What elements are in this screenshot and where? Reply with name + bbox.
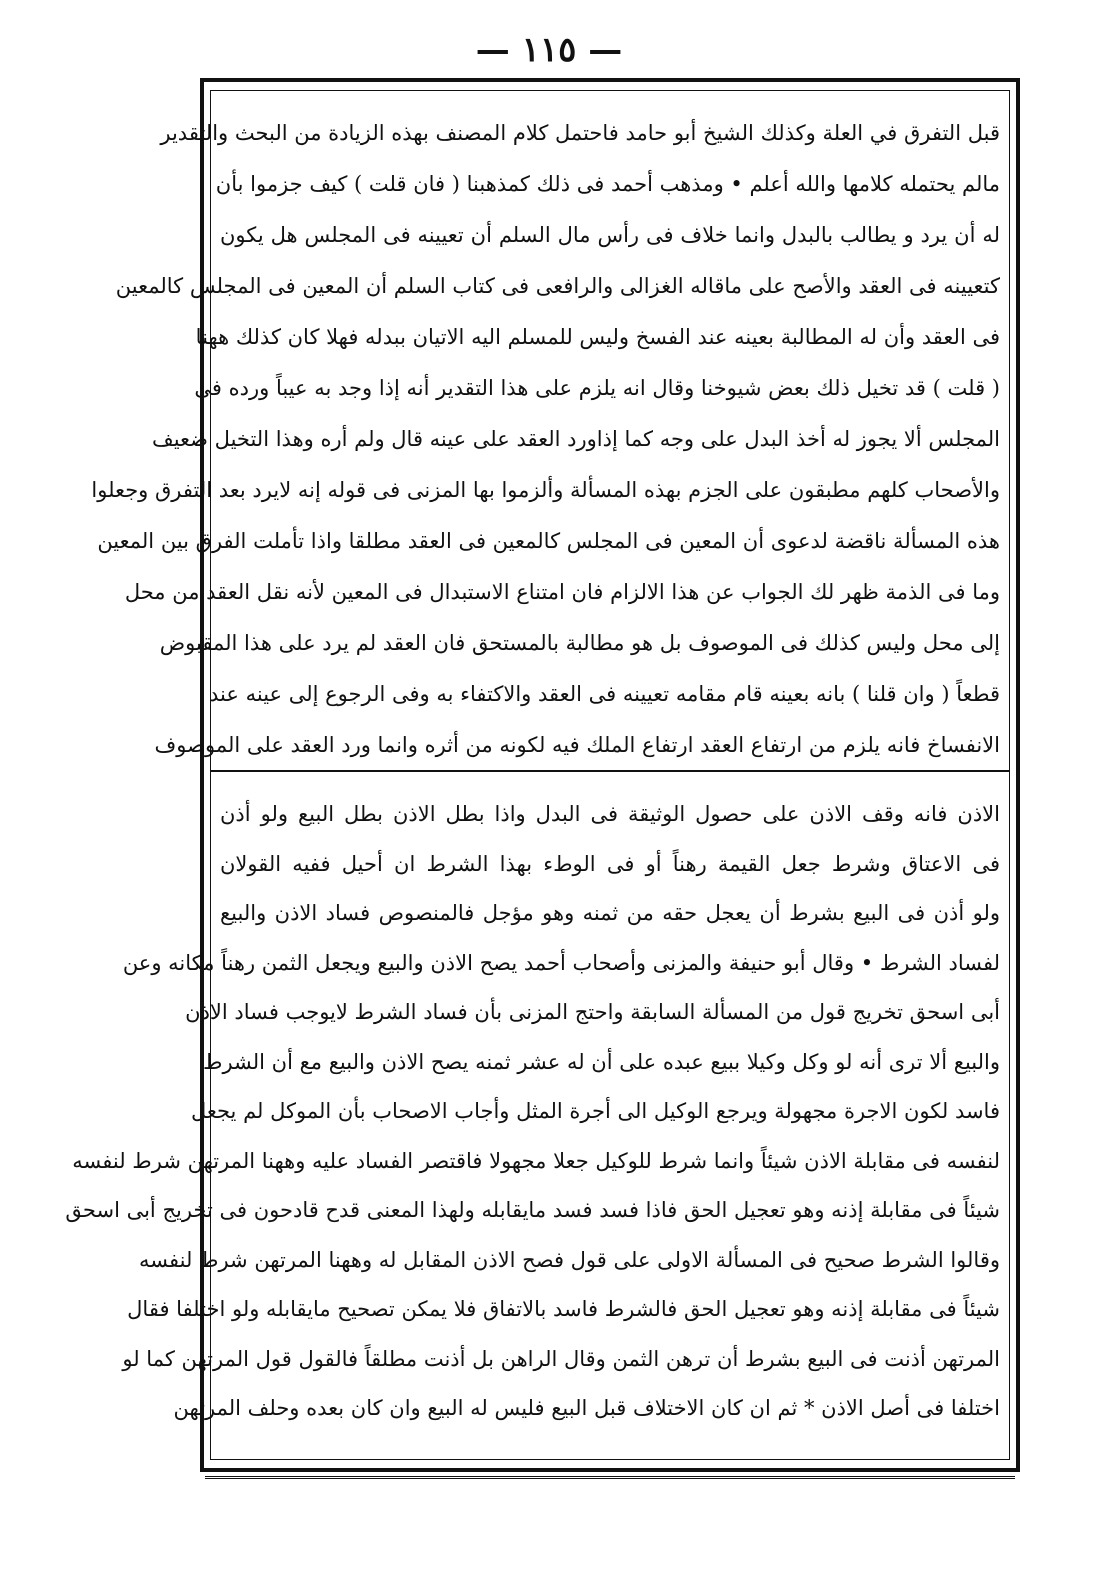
main-text-line: والبيع ألا ترى أنه لو وكل وكيلا ببيع عبده على أن له عشر ثمنه يصح الاذن والبيع مع أن الشرط (203, 1049, 1000, 1074)
commentary-line: المجلس ألا يجوز له أخذ البدل على وجه كما إذاورد العقد على عينه قال ولم أره وهذا التخيل ضعيف (151, 427, 1000, 451)
main-text-line: فى الاعتاق وشرط جعل القيمة رهناً أو فى الوطء بهذا الشرط ان أحيل ففيه القولان (220, 851, 1000, 876)
main-text-line: فاسد لكون الاجرة مجهولة ويرجع الوكيل الى أجرة المثل وأجاب الاصحاب بأن الموكل لم يجعل (190, 1099, 1000, 1123)
main-text-line: اختلفا فى أصل الاذن * ثم ان كان الاختلاف قبل البيع فليس له البيع وان كان بعده وحلف المرتهن (173, 1396, 1000, 1420)
main-text-line: شيئاً فى مقابلة إذنه وهو تعجيل الحق فاذا فسد فسد مايقابله ولهذا المعنى قدح قادحون فى تخريج أبى اسحق (65, 1198, 1000, 1222)
main-text-line: أبى اسحق تخريج قول من المسألة السابقة واحتج المزنى بأن فساد الشرط لايوجب فساد الاذن (185, 1000, 1000, 1024)
commentary-line: ( قلت ) قد تخيل ذلك بعض شيوخنا وقال انه يلزم على هذا التقدير أنه إذا وجد به عيباً ورده فى (194, 376, 1000, 400)
main-text-line: لفساد الشرط • وقال أبو حنيفة والمزنى وأصحاب أحمد يصح الاذن والبيع ويجعل الثمن رهناً مكانه وعن (122, 950, 1000, 975)
main-text-line: شيئاً فى مقابلة إذنه وهو تعجيل الحق فالشرط فاسد بالاتفاق فلا يمكن تصحيح مايقابله ولو اختلفا فقال (127, 1297, 1000, 1321)
commentary-line: كتعيينه فى العقد والأصح على ماقاله الغزالى والرافعى فى كتاب السلم أن المعين فى المجلس كالمعين (115, 274, 1000, 298)
commentary-line: هذه المسألة ناقضة لدعوى أن المعين فى المجلس كالمعين فى العقد مطلقا واذا تأملت الفرق بين المعين (97, 529, 1000, 553)
main-text-line: ولو أذن فى البيع بشرط أن يعجل حقه من ثمنه وهو مؤجل فالمنصوص فساد الاذن والبيع (220, 901, 1000, 925)
commentary-line: فى العقد وأن له المطالبة بعينه عند الفسخ وليس للمسلم اليه الاتيان ببدله فهلا كان كذلك ههنا (195, 325, 1000, 349)
commentary-line: إلى محل وليس كذلك فى الموصوف بل هو مطالبة بالمستحق فان العقد لم يرد على هذا المقبوض (159, 631, 1000, 655)
commentary-line: الانفساخ فانه يلزم من ارتفاع العقد ارتفاع الملك فيه لكونه من أثره وانما ورد العقد على الموصوف (154, 733, 1000, 757)
section-divider (210, 770, 1010, 772)
commentary-line: والأصحاب كلهم مطبقون على الجزم بهذه المسألة وألزموا بها المزنى فى قوله إنه لايرد بعد التفرق وجعلوا (91, 478, 1000, 502)
main-text-section (65, 790, 1000, 1434)
commentary-line: مالم يحتمله كلامها والله أعلم • ومذهب أحمد فى ذلك كمذهبنا ( فان قلت ) كيف جزموا بأن (215, 172, 1000, 196)
page-number: — ١١٥ — (475, 30, 623, 70)
commentary-section (91, 108, 1000, 771)
main-text-line: لنفسه فى مقابلة الاذن شيئاً وانما شرط للوكيل جعلا مجهولا فاقتصر الفساد عليه وههنا المرتهن شرط لنفسه (72, 1148, 1000, 1173)
commentary-line: قطعاً ( وان قلنا ) بانه بعينه قام مقامه تعيينه فى العقد والاكتفاء به وفى الرجوع إلى عينه عند (209, 682, 1000, 706)
commentary-line: وما فى الذمة ظهر لك الجواب عن هذا الالزام فان امتناع الاستبدال فى المعين لأنه نقل العقد من محل (124, 580, 1000, 604)
main-text-line: المرتهن أذنت فى البيع بشرط أن ترهن الثمن وقال الراهن بل أذنت مطلقاً فالقول قول المرتهن كما لو (122, 1346, 1000, 1371)
bottom-rule (205, 1476, 1015, 1479)
commentary-line: قبل التفرق في العلة وكذلك الشيخ أبو حامد فاحتمل كلام المصنف بهذه الزيادة من البحث والتقدير (160, 121, 1000, 145)
main-text-line: وقالوا الشرط صحيح فى المسألة الاولى على قول فصح الاذن المقابل له وههنا المرتهن شرط لنفسه (139, 1247, 1000, 1272)
main-text-line: الاذن فانه وقف الاذن على حصول الوثيقة فى البدل واذا بطل الاذن بطل البيع ولو أذن (220, 802, 1000, 826)
commentary-line: له أن يرد و يطالب بالبدل وانما خلاف فى رأس مال السلم أن تعيينه فى المجلس هل يكون (220, 223, 1000, 247)
